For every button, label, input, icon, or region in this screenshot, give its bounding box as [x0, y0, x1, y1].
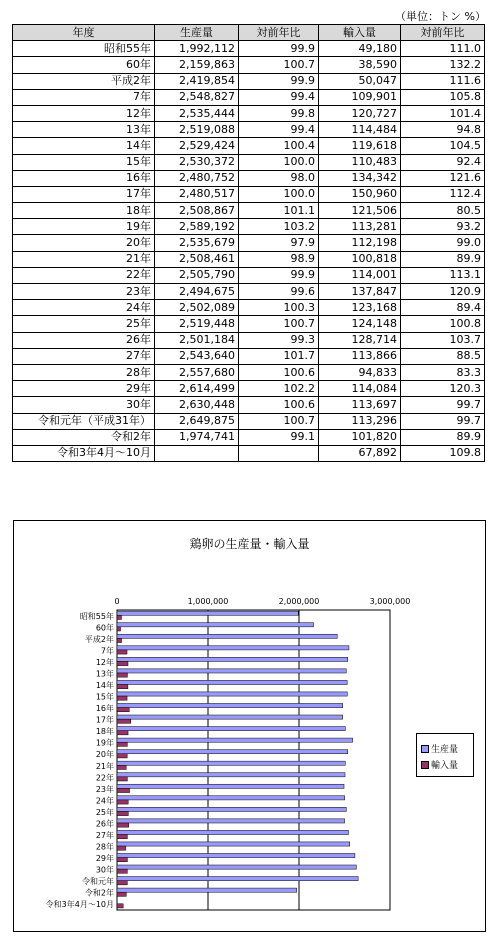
- cell-production: 2,505,790: [155, 267, 239, 283]
- cell-production: 2,502,089: [155, 300, 239, 316]
- cell-production: 2,159,863: [155, 57, 239, 73]
- bar-production: [117, 761, 345, 765]
- bar-production: [117, 796, 345, 800]
- cell-import: 123,168: [319, 300, 401, 316]
- bar-import: [117, 788, 130, 792]
- cell-production: 2,419,854: [155, 73, 239, 89]
- cell-import: 109,901: [319, 89, 401, 105]
- table-header-row: [13, 25, 485, 41]
- cell-production-ratio: 99.8: [239, 105, 319, 121]
- cell-import-ratio: 89.9: [401, 429, 485, 445]
- cell-import: 113,697: [319, 397, 401, 413]
- bar-import: [117, 869, 127, 873]
- cell-year: 25年: [13, 316, 155, 332]
- table-row: [13, 219, 485, 235]
- cell-production: 2,480,752: [155, 170, 239, 186]
- y-tick-label: 30年: [95, 865, 114, 875]
- cell-year: 60年: [13, 57, 155, 73]
- table-row: [13, 73, 485, 89]
- y-tick-label: 18年: [95, 727, 114, 737]
- cell-production-ratio: 100.7: [239, 413, 319, 429]
- y-tick-label: 令和2年: [84, 888, 114, 898]
- cell-import-ratio: 83.3: [401, 364, 485, 380]
- cell-import: 119,618: [319, 138, 401, 154]
- cell-year: 24年: [13, 300, 155, 316]
- cell-import-ratio: 111.6: [401, 73, 485, 89]
- cell-import: 134,342: [319, 170, 401, 186]
- bar-production: [117, 634, 337, 638]
- y-tick-label: 14年: [95, 681, 114, 690]
- bar-production: [117, 750, 348, 754]
- cell-production-ratio: 99.3: [239, 332, 319, 348]
- table-row: [13, 105, 485, 121]
- y-tick-label: 28年: [95, 842, 114, 852]
- cell-import-ratio: 88.5: [401, 348, 485, 364]
- cell-production: 2,501,184: [155, 332, 239, 348]
- y-tick-label: 令和3年4月～10月: [45, 900, 114, 910]
- cell-import-ratio: 80.5: [401, 203, 485, 219]
- bar-production: [117, 842, 350, 846]
- cell-import-ratio: 89.9: [401, 251, 485, 267]
- bar-import: [117, 858, 127, 862]
- cell-import: 94,833: [319, 364, 401, 380]
- bar-import: [117, 765, 126, 769]
- bar-production: [117, 888, 297, 892]
- y-tick-label: 20年: [95, 750, 114, 760]
- cell-production: 2,548,827: [155, 89, 239, 105]
- cell-production-ratio: 100.0: [239, 154, 319, 170]
- cell-year: 29年: [13, 381, 155, 397]
- table-row: [13, 348, 485, 364]
- legend-label-import: 輸入量: [431, 761, 459, 771]
- bar-import: [117, 800, 128, 804]
- cell-production-ratio: 100.4: [239, 138, 319, 154]
- cell-import: 128,714: [319, 332, 401, 348]
- chart-title: 鶏卵の生産量・輸入量: [189, 537, 310, 551]
- y-tick-label: 24年: [95, 796, 114, 806]
- cell-production-ratio: 99.6: [239, 284, 319, 300]
- cell-year: 令和元年（平成31年）: [13, 413, 155, 429]
- cell-import-ratio: 120.3: [401, 381, 485, 397]
- cell-import: 50,047: [319, 73, 401, 89]
- cell-production: 2,649,875: [155, 413, 239, 429]
- table-row: [13, 203, 485, 219]
- bar-production: [117, 669, 346, 673]
- chart-legend: [416, 733, 474, 777]
- bar-production: [117, 784, 344, 788]
- legend-item-production: [421, 742, 458, 755]
- bar-import: [117, 777, 127, 781]
- cell-production-ratio: 101.1: [239, 203, 319, 219]
- cell-production-ratio: 100.6: [239, 364, 319, 380]
- table-row: [13, 413, 485, 429]
- table-row: [13, 170, 485, 186]
- cell-production-ratio: 101.7: [239, 348, 319, 364]
- cell-production-ratio: [239, 445, 319, 461]
- y-tick-label: 27年: [95, 831, 114, 840]
- table-row: [13, 154, 485, 170]
- y-tick-label: 21年: [95, 761, 114, 771]
- header-year: 年度: [13, 25, 155, 41]
- bar-import: [117, 823, 129, 827]
- legend-swatch-import: [421, 761, 429, 769]
- cell-import: 110,483: [319, 154, 401, 170]
- chart-panel: [13, 520, 486, 932]
- cell-year: 15年: [13, 154, 155, 170]
- cell-production-ratio: 97.9: [239, 235, 319, 251]
- table-row: [13, 138, 485, 154]
- cell-year: 22年: [13, 267, 155, 283]
- data-table: [12, 24, 485, 462]
- bar-production: [117, 657, 348, 661]
- table-row: [13, 445, 485, 461]
- bar-production: [117, 865, 356, 869]
- cell-production: 2,535,444: [155, 105, 239, 121]
- bar-import: [117, 904, 123, 908]
- bar-import: [117, 892, 126, 896]
- legend-item-import: [421, 758, 458, 771]
- bar-production: [117, 727, 345, 731]
- cell-production: 2,508,461: [155, 251, 239, 267]
- cell-import: 113,281: [319, 219, 401, 235]
- cell-import: 120,727: [319, 105, 401, 121]
- cell-import-ratio: 99.7: [401, 413, 485, 429]
- header-import-ratio: 対前年比: [401, 25, 485, 41]
- cell-year: 令和3年4月～10月: [13, 445, 155, 461]
- cell-import-ratio: 112.4: [401, 186, 485, 202]
- cell-production-ratio: 100.7: [239, 316, 319, 332]
- bar-import: [117, 754, 127, 758]
- cell-production: 2,508,867: [155, 203, 239, 219]
- cell-year: 14年: [13, 138, 155, 154]
- cell-import-ratio: 111.0: [401, 41, 485, 57]
- bar-import: [117, 696, 127, 700]
- cell-import-ratio: 89.4: [401, 300, 485, 316]
- bar-production: [117, 853, 355, 857]
- table-row: [13, 284, 485, 300]
- cell-production-ratio: 103.2: [239, 219, 319, 235]
- table-row: [13, 300, 485, 316]
- bar-import: [117, 627, 121, 631]
- bar-production: [117, 623, 314, 627]
- cell-production-ratio: 100.3: [239, 300, 319, 316]
- bar-import: [117, 846, 126, 850]
- cell-import-ratio: 103.7: [401, 332, 485, 348]
- y-tick-label: 12年: [95, 657, 114, 667]
- cell-year: 昭和55年: [13, 41, 155, 57]
- bar-import: [117, 650, 127, 654]
- cell-production: 2,494,675: [155, 284, 239, 300]
- cell-production: 2,557,680: [155, 364, 239, 380]
- cell-import: 100,818: [319, 251, 401, 267]
- cell-year: 21年: [13, 251, 155, 267]
- cell-production: 2,630,448: [155, 397, 239, 413]
- cell-import-ratio: 121.6: [401, 170, 485, 186]
- x-tick-label: 0: [114, 597, 120, 606]
- y-tick-label: 23年: [95, 784, 114, 794]
- cell-production: 2,614,499: [155, 381, 239, 397]
- x-tick-label: 3,000,000: [369, 597, 411, 606]
- cell-year: 17年: [13, 186, 155, 202]
- table-row: [13, 429, 485, 445]
- bar-production: [117, 819, 345, 823]
- cell-import-ratio: 113.1: [401, 267, 485, 283]
- cell-production-ratio: 99.9: [239, 267, 319, 283]
- bar-import: [117, 835, 127, 839]
- cell-import: 67,892: [319, 445, 401, 461]
- table-row: [13, 122, 485, 138]
- cell-year: 7年: [13, 89, 155, 105]
- x-tick-label: 1,000,000: [187, 597, 229, 606]
- bar-production: [117, 830, 348, 834]
- cell-import-ratio: 93.2: [401, 219, 485, 235]
- cell-year: 19年: [13, 219, 155, 235]
- bar-import: [117, 615, 121, 619]
- cell-import: 137,847: [319, 284, 401, 300]
- cell-year: 16年: [13, 170, 155, 186]
- y-tick-label: 15年: [95, 692, 114, 702]
- cell-year: 13年: [13, 122, 155, 138]
- legend-swatch-production: [421, 745, 429, 753]
- cell-production-ratio: 100.0: [239, 186, 319, 202]
- cell-production: 2,535,679: [155, 235, 239, 251]
- header-production-ratio: 対前年比: [239, 25, 319, 41]
- cell-production-ratio: 98.0: [239, 170, 319, 186]
- bar-import: [117, 661, 128, 665]
- cell-production: 2,519,448: [155, 316, 239, 332]
- bar-production: [117, 773, 345, 777]
- table-row: [13, 235, 485, 251]
- table-row: [13, 251, 485, 267]
- table-row: [13, 397, 485, 413]
- cell-production: 2,530,372: [155, 154, 239, 170]
- bar-production: [117, 646, 349, 650]
- cell-production: 1,992,112: [155, 41, 239, 57]
- cell-production: 2,589,192: [155, 219, 239, 235]
- cell-production-ratio: 100.6: [239, 397, 319, 413]
- legend-label-production: 生産量: [431, 745, 459, 755]
- cell-import: 114,001: [319, 267, 401, 283]
- bar-import: [117, 742, 127, 746]
- cell-import-ratio: 109.8: [401, 445, 485, 461]
- cell-import-ratio: 94.8: [401, 122, 485, 138]
- bar-production: [117, 611, 298, 615]
- cell-import-ratio: 99.7: [401, 397, 485, 413]
- bar-chart: [14, 521, 485, 931]
- cell-production-ratio: 98.9: [239, 251, 319, 267]
- bar-production: [117, 807, 346, 811]
- cell-import: 124,148: [319, 316, 401, 332]
- y-tick-label: 令和元年: [82, 877, 114, 887]
- cell-import: 121,506: [319, 203, 401, 219]
- cell-import: 38,590: [319, 57, 401, 73]
- bar-import: [117, 719, 131, 723]
- cell-year: 平成2年: [13, 73, 155, 89]
- cell-import-ratio: 120.9: [401, 284, 485, 300]
- bar-production: [117, 738, 353, 742]
- cell-production: [155, 445, 239, 461]
- cell-production: 2,543,640: [155, 348, 239, 364]
- cell-import: 113,866: [319, 348, 401, 364]
- cell-production: 2,480,517: [155, 186, 239, 202]
- cell-import: 114,484: [319, 122, 401, 138]
- y-tick-label: 60年: [95, 623, 114, 633]
- table-row: [13, 381, 485, 397]
- y-tick-label: 19年: [95, 738, 114, 748]
- bar-production: [117, 877, 358, 881]
- bar-production: [117, 715, 343, 719]
- table-row: [13, 364, 485, 380]
- cell-import-ratio: 99.0: [401, 235, 485, 251]
- table-row: [13, 316, 485, 332]
- cell-production: 2,519,088: [155, 122, 239, 138]
- bar-import: [117, 708, 129, 712]
- bar-import: [117, 731, 128, 735]
- cell-import-ratio: 105.8: [401, 89, 485, 105]
- cell-year: 20年: [13, 235, 155, 251]
- cell-import-ratio: 104.5: [401, 138, 485, 154]
- cell-year: 12年: [13, 105, 155, 121]
- y-tick-label: 25年: [95, 807, 114, 817]
- cell-year: 30年: [13, 397, 155, 413]
- y-tick-label: 13年: [95, 669, 114, 679]
- bar-import: [117, 811, 128, 815]
- cell-production-ratio: 99.4: [239, 122, 319, 138]
- bar-import: [117, 881, 127, 885]
- y-tick-label: 29年: [95, 854, 114, 864]
- bar-import: [117, 638, 122, 642]
- table-row: [13, 41, 485, 57]
- unit-label: （単位：トン %）: [395, 10, 486, 23]
- cell-import-ratio: 100.8: [401, 316, 485, 332]
- cell-import-ratio: 101.4: [401, 105, 485, 121]
- table-row: [13, 267, 485, 283]
- y-tick-label: 昭和55年: [79, 611, 114, 621]
- cell-import: 112,198: [319, 235, 401, 251]
- table-row: [13, 186, 485, 202]
- y-tick-label: 平成2年: [84, 634, 114, 644]
- table-row: [13, 57, 485, 73]
- cell-production-ratio: 99.1: [239, 429, 319, 445]
- cell-import: 49,180: [319, 41, 401, 57]
- bar-production: [117, 703, 343, 707]
- header-production: 生産量: [155, 25, 239, 41]
- x-tick-label: 2,000,000: [278, 597, 320, 606]
- cell-year: 28年: [13, 364, 155, 380]
- cell-import: 150,960: [319, 186, 401, 202]
- cell-production-ratio: 99.9: [239, 73, 319, 89]
- cell-import: 113,296: [319, 413, 401, 429]
- bar-production: [117, 692, 347, 696]
- cell-year: 26年: [13, 332, 155, 348]
- y-tick-label: 7年: [100, 646, 114, 656]
- cell-year: 23年: [13, 284, 155, 300]
- cell-year: 27年: [13, 348, 155, 364]
- cell-import: 101,820: [319, 429, 401, 445]
- y-tick-label: 17年: [95, 715, 114, 725]
- cell-production-ratio: 102.2: [239, 381, 319, 397]
- cell-year: 18年: [13, 203, 155, 219]
- bar-import: [117, 673, 127, 677]
- cell-production-ratio: 99.9: [239, 41, 319, 57]
- cell-production-ratio: 99.4: [239, 89, 319, 105]
- cell-production: 2,529,424: [155, 138, 239, 154]
- table-row: [13, 332, 485, 348]
- cell-import: 114,084: [319, 381, 401, 397]
- header-import: 輸入量: [319, 25, 401, 41]
- bar-import: [117, 685, 128, 689]
- bar-production: [117, 680, 347, 684]
- table-row: [13, 89, 485, 105]
- y-tick-label: 22年: [95, 773, 114, 783]
- cell-import-ratio: 92.4: [401, 154, 485, 170]
- y-tick-label: 16年: [95, 704, 114, 714]
- cell-year: 令和2年: [13, 429, 155, 445]
- y-tick-label: 26年: [95, 819, 114, 829]
- cell-production: 1,974,741: [155, 429, 239, 445]
- cell-production-ratio: 100.7: [239, 57, 319, 73]
- cell-import-ratio: 132.2: [401, 57, 485, 73]
